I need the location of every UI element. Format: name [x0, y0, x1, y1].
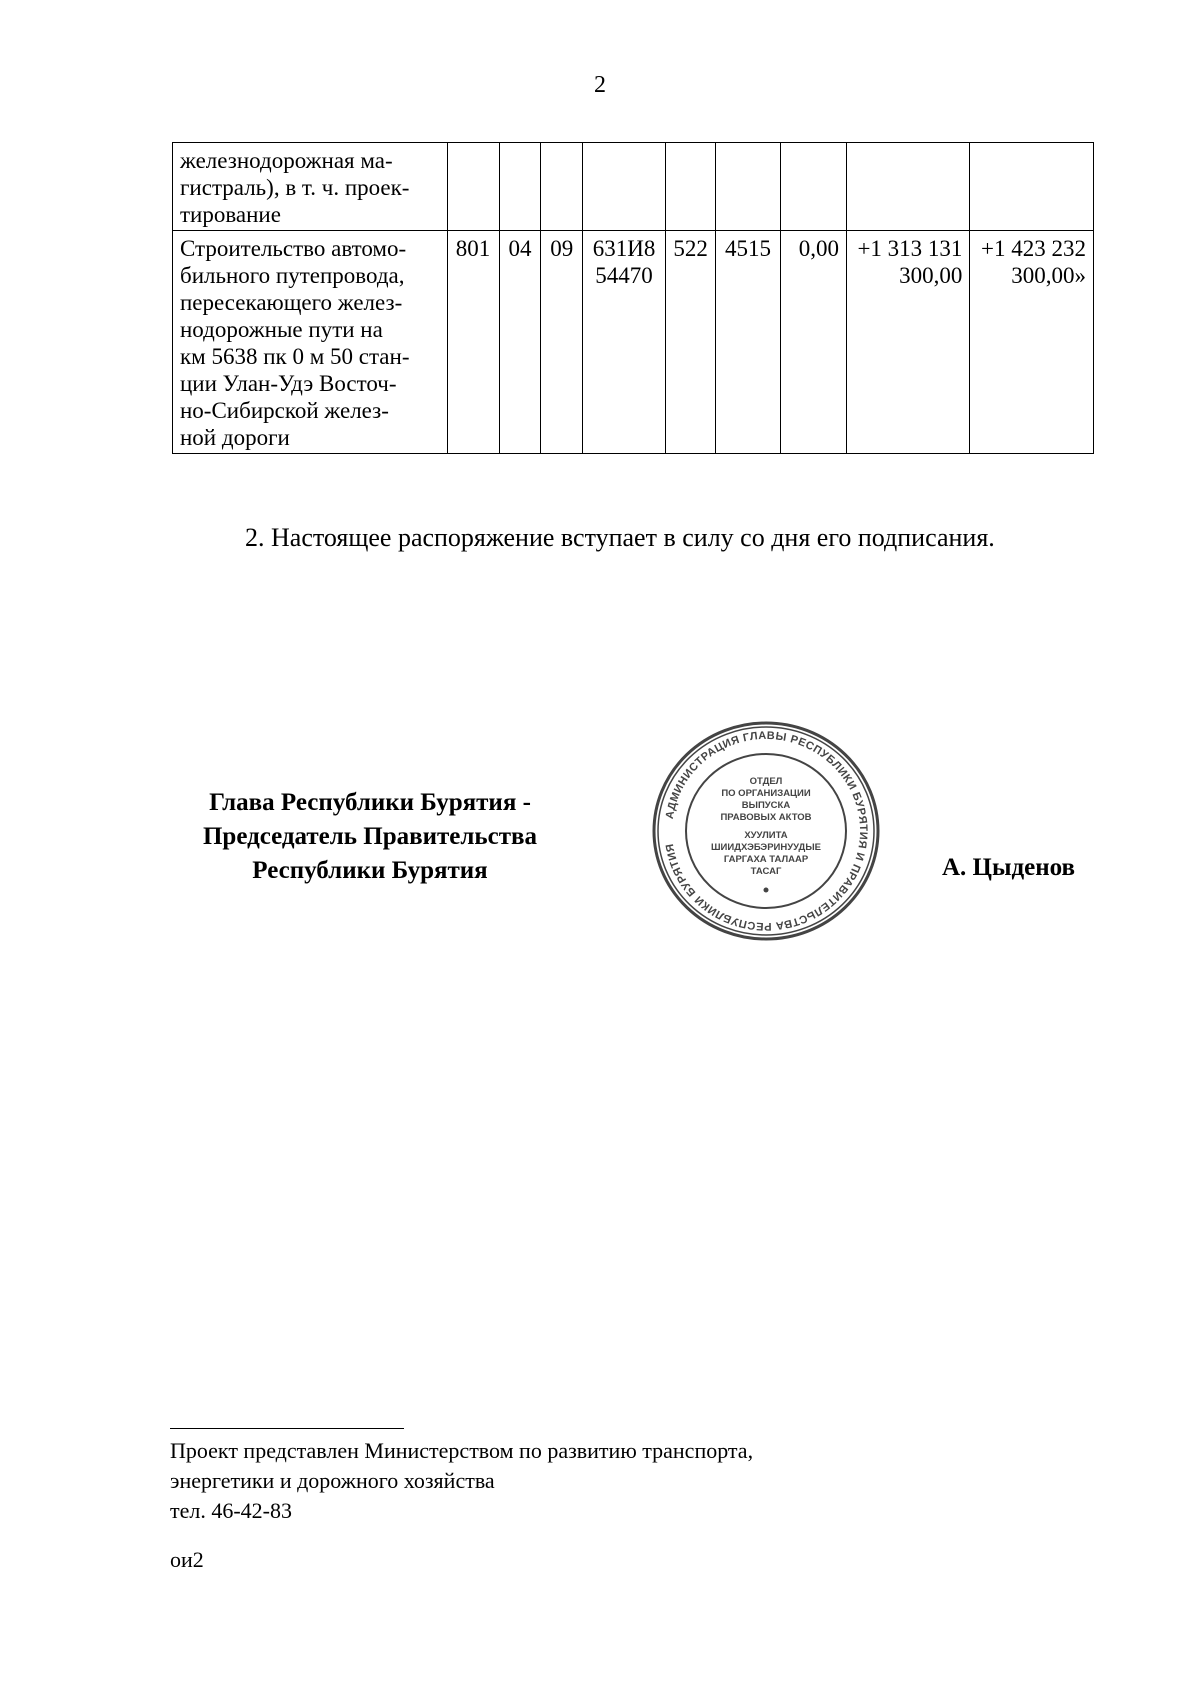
table-cell-code: 4515 [716, 231, 780, 454]
document-code: ои2 [170, 1547, 204, 1572]
table-cell-name [173, 231, 448, 454]
cell-line: бильного путепровода, [180, 263, 405, 288]
table-cell-amount: 0,00 [780, 231, 846, 454]
stamp-line: ТАСАГ [750, 866, 782, 877]
table-cell-subsection [541, 143, 583, 231]
cell-line: гистраль), в т. ч. проек- [180, 175, 410, 200]
signer-title [170, 786, 570, 888]
table-cell-amount [970, 143, 1094, 231]
footer-line: тел. 46-42-83 [170, 1498, 293, 1523]
footer-line: энергетики и дорожного хозяйства [170, 1468, 495, 1493]
cell-line: км 5638 пк 0 м 50 стан- [180, 344, 410, 369]
footer-line: Проект представлен Министерством по развитию транспорта, [170, 1438, 754, 1463]
signer-title-line: Глава Республики Бурятия - [209, 789, 531, 816]
table-cell-target-article [583, 143, 666, 231]
table-cell-section: 04 [499, 231, 541, 454]
table-cell-target-article: 631И8 54470 [583, 231, 666, 454]
cell-line: железнодорожная ма- [180, 148, 393, 173]
cell-line: нодорожные пути на [180, 317, 383, 342]
table-cell-admin-code [447, 143, 499, 231]
stamp-line: ГАРГАХА ТАЛААР [723, 854, 809, 865]
table-cell-expense-type: 522 [665, 231, 716, 454]
official-stamp [650, 720, 882, 942]
stamp-line: ОТДЕЛ [749, 776, 783, 787]
table-cell-name [173, 143, 448, 231]
table-cell-section [499, 143, 541, 231]
table-cell-amount [780, 143, 846, 231]
stamp-outer-text: АДМИНИСТРАЦИЯ ГЛАВЫ РЕСПУБЛИКИ БУРЯТИЯ И ПРАВИТЕЛЬСТВА РЕСПУБЛИКИ БУРЯТИЯ [663, 729, 870, 933]
cell-line: тирование [180, 202, 281, 227]
table-cell-admin-code: 801 [447, 231, 499, 454]
cell-line: пересекающего желез- [180, 290, 403, 315]
stamp-dot [764, 888, 769, 893]
footer-divider [170, 1428, 404, 1429]
table-cell-amount: +1 313 131 300,00 [846, 231, 969, 454]
cell-line: ции Улан-Удэ Восточ- [180, 371, 397, 396]
table-cell-amount [846, 143, 969, 231]
stamp-line: ХУУЛИТА [744, 830, 788, 841]
stamp-line: ШИИДХЭБЭРИНУУДЫЕ [711, 842, 821, 853]
table-row [173, 231, 1094, 454]
stamp-line: ПРАВОВЫХ АКТОВ [720, 812, 812, 823]
signer-name: А. Цыденов [942, 854, 1076, 881]
footer-note [170, 1436, 753, 1526]
table-cell-subsection: 09 [541, 231, 583, 454]
table-cell-expense-type [665, 143, 716, 231]
page-number: 2 [594, 72, 606, 98]
stamp-line: ВЫПУСКА [741, 800, 791, 811]
table-row [173, 143, 1094, 231]
table-cell-code [716, 143, 780, 231]
signer-title-line: Республики Бурятия [252, 857, 488, 884]
cell-line: Строительство автомо- [180, 236, 407, 261]
cell-line: но-Сибирской желез- [180, 398, 389, 423]
stamp-line: ПО ОРГАНИЗАЦИИ [721, 788, 811, 799]
clause-text: 2. Настоящее распоряжение вступает в силу со дня его подписания. [245, 523, 995, 552]
signer-title-line: Председатель Правительства [202, 823, 538, 850]
cell-line: ной дороги [180, 425, 290, 450]
table-cell-amount: +1 423 232 300,00» [970, 231, 1094, 454]
budget-table [172, 142, 1094, 454]
